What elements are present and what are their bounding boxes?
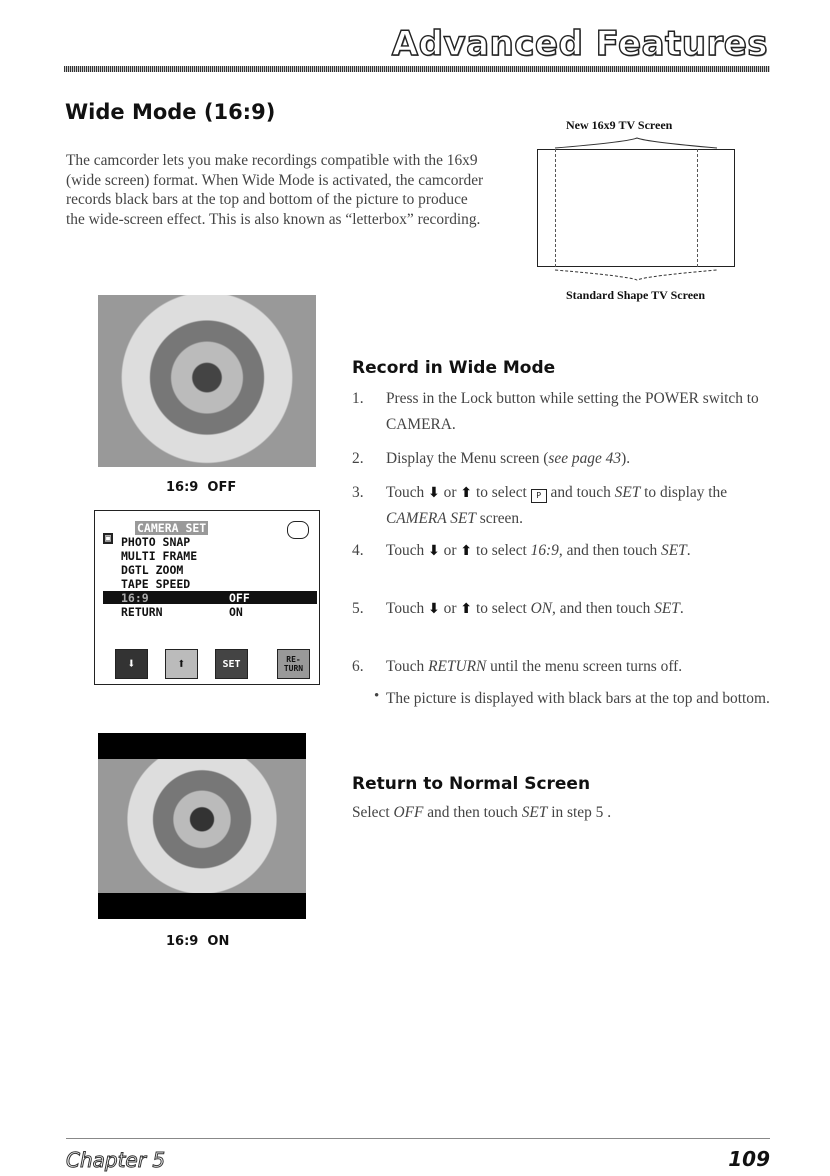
page-number: 109 [728,1147,770,1171]
step-3 [352,480,772,532]
step-text: screen. [475,510,523,527]
camera-set-term: CAMERA SET [386,510,476,527]
off-term: OFF [393,804,424,821]
down-arrow-icon: ⬇ [428,543,440,559]
step-number: 3. [352,484,364,501]
cat-photo-normal [98,295,316,467]
wide-screen-curves [537,136,735,282]
return-instructions [352,804,611,822]
menu-title: CAMERA SET [137,521,207,535]
step-text: or [439,600,461,617]
step-text: or [439,484,461,501]
return-subheading: Return to Normal Screen [352,774,591,794]
step-number: 1. [352,390,364,407]
tv-diagram-bottom-label: Standard Shape TV Screen [566,288,706,302]
return-term: RETURN [428,658,487,675]
return-text: in step 5 . [547,804,612,821]
step-text: . [686,542,691,559]
record-subheading: Record in Wide Mode [352,358,556,378]
menu-option-off: OFF [229,591,250,605]
menu-up-button: ⬆ [165,649,198,679]
step-4 [352,538,772,564]
return-text: and then touch [423,804,522,821]
header-rule [64,66,770,72]
step-number: 6. [352,658,364,675]
step-2 [352,446,772,472]
caption-16-9-off: 16:9 OFF [166,480,237,495]
page-reference: see page 43 [548,450,622,467]
page-header-title: Advanced Features [391,24,768,64]
step-text: to select [472,600,531,617]
menu-item-multi-frame: MULTI FRAME [121,549,198,563]
step-number: 2. [352,450,364,467]
set-term: SET [661,542,687,559]
step-text: until the menu screen turns off. [486,658,683,675]
step-5 [352,596,772,622]
camera-set-menu-screen [94,510,320,685]
cat-photo-letterbox [98,733,306,919]
camera-icon: ▣ [105,533,112,544]
step-text: Display the Menu screen ( [386,450,549,467]
up-arrow-icon: ⬆ [460,485,473,501]
step-text: to display the [640,484,728,501]
step-number: 5. [352,600,364,617]
menu-set-button: SET [215,649,248,679]
step-text: Touch [386,658,429,675]
menu-item-photo-snap: PHOTO SNAP [121,535,191,549]
menu-option-on: ON [229,605,243,619]
menu-item-return: RETURN [121,605,163,619]
set-term: SET [654,600,680,617]
step-6-note: The picture is displayed with black bars at the top and bottom. [386,690,770,707]
letterbox-picture-area [98,759,306,893]
intro-paragraph: The camcorder lets you make recordings compatible with the 16x9 (wide screen) format. When Wide Mode is activated, the camcorder records black bars at the top and bottom of the picture to produce the wide-screen effect. This is also known as “letterbox” recording. [66,152,484,228]
step-text: or [439,542,461,559]
caption-16-9-on: 16:9 ON [166,934,230,949]
bullet-dot: • [374,688,380,704]
menu-item-dgtl-zoom: DGTL ZOOM [121,563,184,577]
up-arrow-icon: ⬆ [460,601,473,617]
chapter-label: Chapter 5 [66,1148,166,1172]
on-term: ON [530,600,553,617]
footer-rule [66,1138,770,1139]
tape-icon [287,521,309,539]
step-text: to select [472,542,531,559]
step-text: , and then touch [552,600,655,617]
step-number: 4. [352,542,364,559]
step-text: Touch [386,542,429,559]
step-text: Press in the Lock button while setting the POWER switch to CAMERA. [386,390,759,433]
down-arrow-icon: ⬇ [428,601,440,617]
menu-item-tape-speed: TAPE SPEED [121,577,191,591]
step-text: to select [472,484,531,501]
menu-down-button: ⬇ [115,649,148,679]
step-1 [352,386,772,438]
menu-return-button: RE- TURN [277,649,310,679]
menu-item-16-9: 16:9 [121,591,149,605]
step-text: and touch [546,484,615,501]
step-6 [352,654,772,680]
wide-term: 16:9 [530,542,559,559]
step-text: . [679,600,684,617]
up-arrow-icon: ⬆ [460,543,473,559]
down-arrow-icon: ⬇ [428,485,440,501]
tv-diagram-top-label: New 16x9 TV Screen [566,118,673,132]
set-term: SET [614,484,641,501]
step-text: , and then touch [558,542,662,559]
step-text: Touch [386,600,429,617]
set-term: SET [521,804,548,821]
return-text: Select [352,804,394,821]
step-text: Touch [386,484,429,501]
step-text: ). [621,450,631,467]
camera-menu-icon: P [531,489,547,503]
section-title: Wide Mode (16:9) [65,100,276,124]
